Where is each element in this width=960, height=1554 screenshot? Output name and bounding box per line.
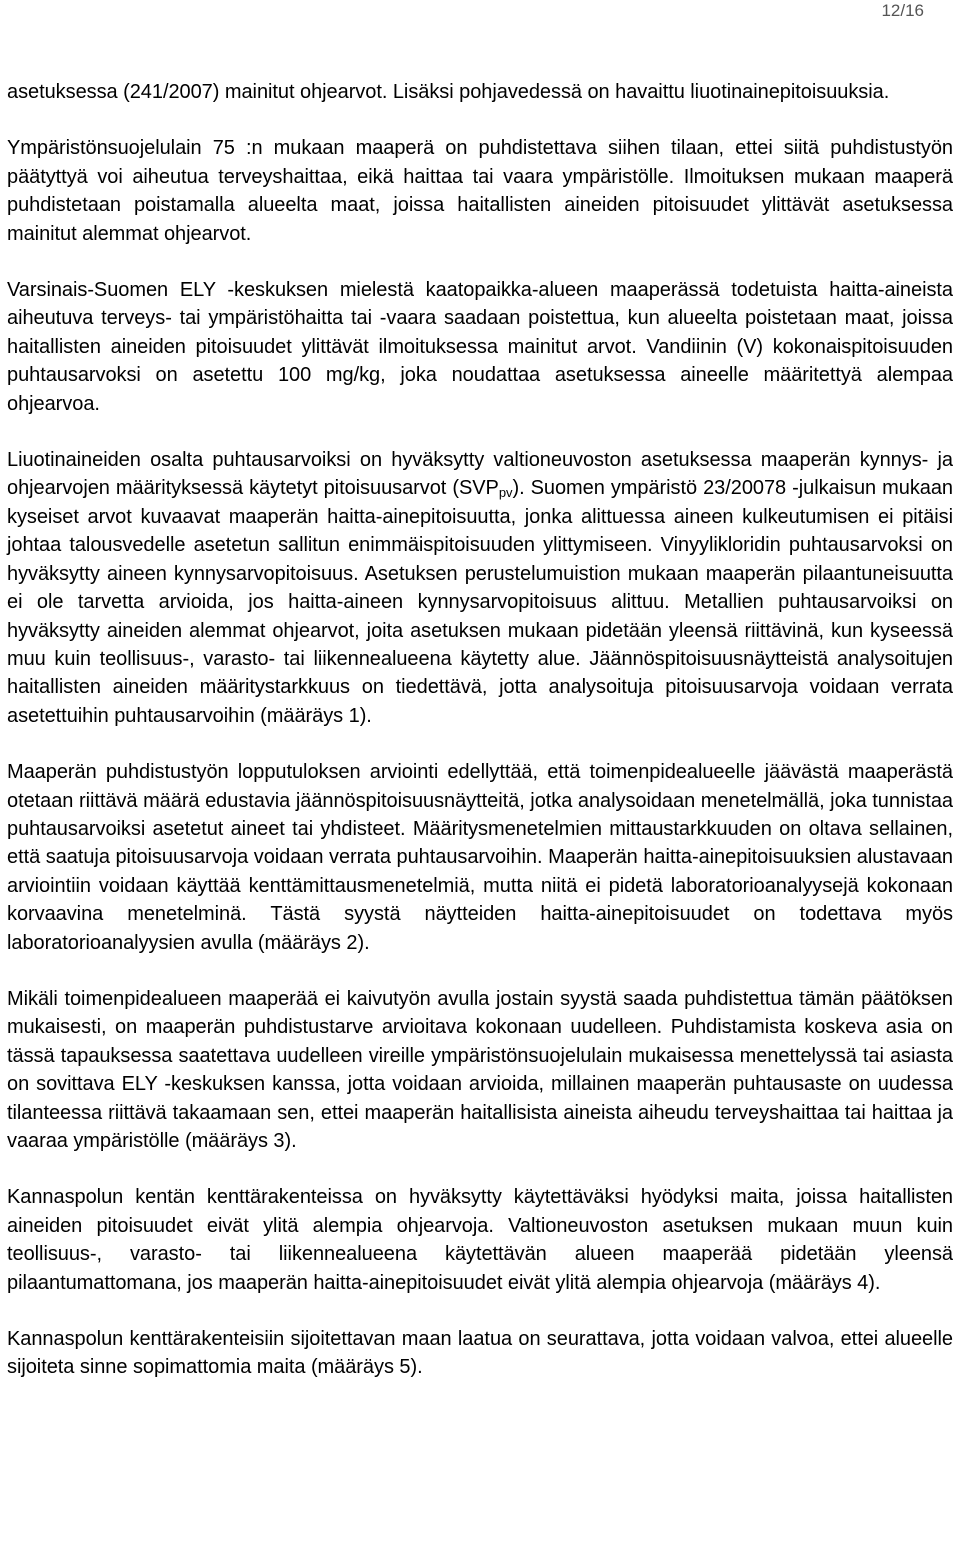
svp-subscript: pv	[498, 485, 513, 501]
paragraph-4-part-a: Liuotinaineiden osalta puhtausarvoiksi on hyväksytty valtioneuvoston asetuksessa maaperän kynnys- ja ohjearvojen määrityksessä käytetyt pitoisuusarvot (SVP	[7, 449, 953, 500]
paragraph-3: Varsinais-Suomen ELY -keskuksen mielestä kaatopaikka-alueen maaperässä todetuista haitta-aineista aiheutuva terveys- tai ympäristöhaitta tai -vaara saadaan poistettua, kun alueelta poistetaan maat, joissa haitallisten aineiden pitoisuudet ylittävät ilmoituksessa mainitut arvot. Vandiinin (V) kokonaispitoisuuden puhtausarvoksi on asetettu 100 mg/kg, joka noudattaa asetuksessa aineelle määritettyä alempaa ohjearvoa.	[7, 279, 953, 415]
paragraph-2	[7, 134, 953, 248]
paragraph-1: asetuksessa (241/2007) mainitut ohjearvot. Lisäksi pohjavedessä on havaittu liuotinainepitoisuuksia.	[7, 81, 890, 103]
paragraph-4	[7, 446, 953, 730]
paragraph-2-sentence-a: Ympäristönsuojelulain 75 :n mukaan maaperä on puhdistettava siihen tilaan, ettei siitä puhdistustyön päätyttyä voi aiheutua terveyshaittaa, eikä haittaa tai vaara ympäristölle.	[7, 137, 953, 188]
paragraph-2-sentence-b: Ilmoituksen mukaan maaperä puhdistetaan poistamalla alueelta maat, joissa haitallisten aineiden pitoisuudet ylittävät asetuksessa mainitut alemmat ohjearvot.	[7, 165, 953, 245]
paragraph-8: Kannaspolun kenttärakenteisiin sijoitettavan maan laatua on seurattava, jotta voidaan valvoa, ettei alueelle sijoiteta sinne sopimattomia maita (määräys 5).	[7, 1328, 953, 1379]
document-body	[7, 78, 953, 1382]
paragraph-6: Mikäli toimenpidealueen maaperää ei kaivutyön avulla jostain syystä saada puhdistettua tämän päätöksen mukaisesti, on maaperän puhdistustarve arvioitava kokonaan uudelleen. Puhdistamista koskeva asia on tässä tapauksessa saatettava uudelleen vireille ympäristönsuojelulain mukaisessa menettelyssä tai asiasta on sovittava ELY -keskuksen kanssa, jotta voidaan arvioida, millainen maaperän puhtausaste on uudessa tilanteessa riittävä takaamaan sen, ettei maaperän haitallisista aineista aiheudu terveyshaittaa tai haittaa ja vaaraa ympäristölle (määräys 3).	[7, 987, 953, 1152]
page-number: 12/16	[881, 1, 924, 20]
paragraph-5: Maaperän puhdistustyön lopputuloksen arviointi edellyttää, että toimenpidealueelle jäävästä maaperästä otetaan riittävä määrä edustavia jäännöspitoisuusnäytteitä, jotka analysoidaan menetelmällä, joka tunnistaa puhtausarvoiksi asetetut aineet tai yhdisteet. Määritysmenetelmien mittaustarkkuuden on oltava sellainen, että saatuja pitoisuusarvoja voidaan verrata puhtausarvoihin. Maaperän haitta-ainepitoisuuksien alustavaan arviointiin voidaan käyttää kenttämittausmenetelmiä, mutta niitä ei pidetä laboratorioanalyysejä kokonaan korvaavina menetelminä. Tästä syystä näytteiden haitta-ainepitoisuudet on todettava myös laboratorioanalyysien avulla (määräys 2).	[7, 761, 953, 954]
paragraph-4-part-b: ). Suomen ympäristö 23/20078 -julkaisun mukaan kyseiset arvot kuvaavat maaperän haitta-ainepitoisuutta, jonka alittuessa aineen kulkeutumisen ei pitäisi johtaa talousvedelle asetetun sallitun enimmäispitoisuuden ylittymiseen. Vinyylikloridin puhtausarvoksi on hyväksytty aineen kynnysarvopitoisuus. Asetuksen perustelumuistion mukaan maaperän pilaantuneisuutta ei ole tarvetta arvioida, jos haitta-aineen kynnysarvopitoisuus alittuu. Metallien puhtausarvoiksi on hyväksytty aineiden alemmat ohjearvot, joita asetuksen mukaan pidetään yleensä riittävinä, kun kyseessä muu kuin teollisuus-, varasto- tai liikennealueena käytetty alue. Jäännöspitoisuusnäytteistä analysoitujen haitallisten aineiden määritystarkkuus on tiedettävä, jotta analysoituja pitoisuusarvoja voidaan verrata asetettuihin puhtausarvoihin (määräys 1).	[7, 477, 953, 727]
paragraph-7: Kannaspolun kentän kenttärakenteissa on hyväksytty käytettäväksi hyödyksi maita, joissa haitallisten aineiden pitoisuudet eivät ylitä alempia ohjearvoja. Valtioneuvoston asetuksen mukaan muun kuin teollisuus-, varasto- tai liikennealueena käytettävän alueen maaperää pidetään yleensä pilaantumattomana, jos maaperän haitta-ainepitoisuudet eivät ylitä alempia ohjearvoja (määräys 4).	[7, 1186, 953, 1294]
